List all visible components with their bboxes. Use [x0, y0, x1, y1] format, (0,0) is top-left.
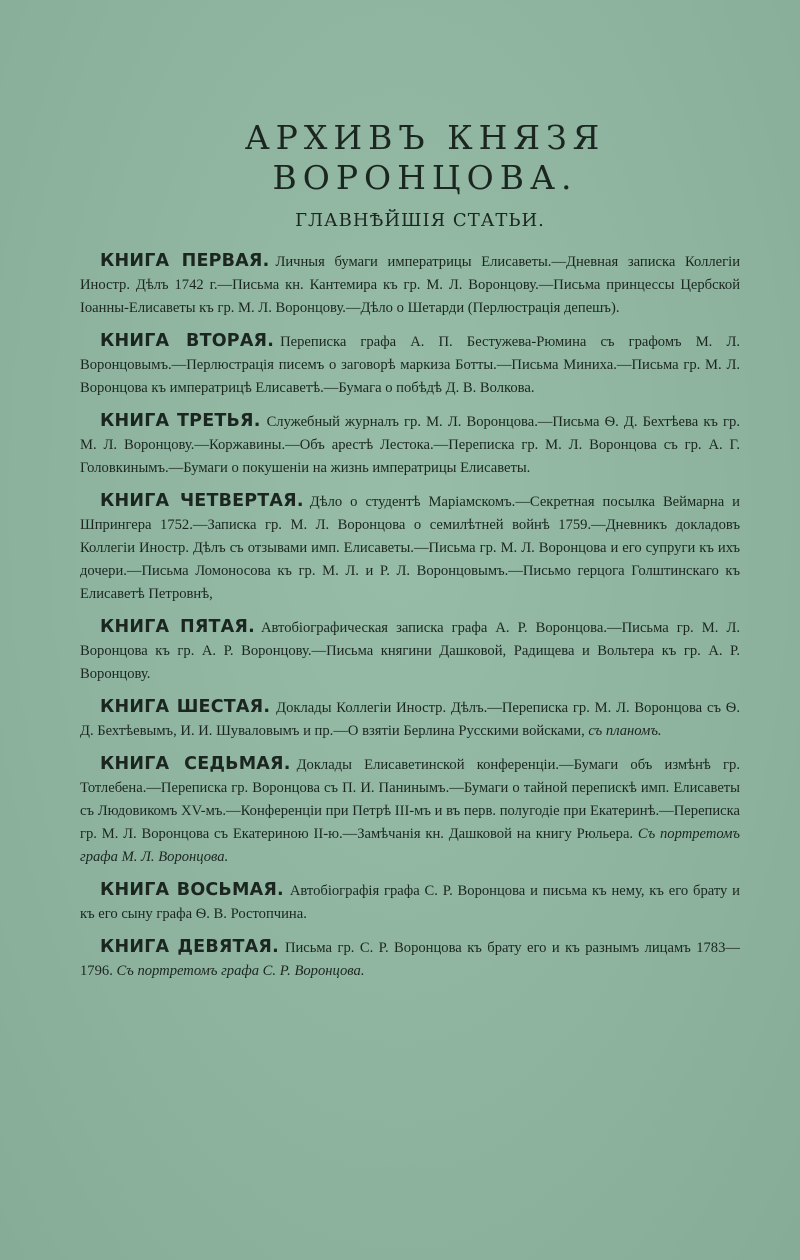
book-heading: КНИГА ШЕСТАЯ.	[100, 697, 271, 717]
book-contents: Служебный журналъ гр. М. Л. Воронцова.—Письма Ѳ. Д. Бехтѣева къ гр. М. Л. Воронцову.—Коржавины.—Объ арестѣ Лестока.—Переписка гр. М. Л. Воронцова съ гр. А. Г. Головкинымъ.—Бумаги о покушеніи на жизнь императрицы Елисаветы.	[80, 414, 740, 476]
book-contents: Переписка графа А. П. Бестужева-Рюмина съ графомъ М. Л. Воронцовымъ.—Перлюстрація писемъ о заговорѣ маркиза Ботты.—Письма Миниха.—Письма гр. М. Л. Воронцова къ императрицѣ Елисаветѣ.—Бумага о побѣдѣ Д. В. Волкова.	[80, 334, 740, 396]
entry-list	[80, 250, 740, 983]
book-contents: Личныя бумаги императрицы Елисаветы.—Дневная записка Коллегіи Иностр. Дѣлъ 1742 г.—Письма кн. Кантемира къ гр. М. Л. Воронцову.—Письма принцессы Цербской Іоанны-Елисаветы къ гр. М. Л. Воронцову.—Дѣло о Шетарди (Перлюстрація депешъ).	[80, 254, 740, 316]
book-heading: КНИГА ТРЕТЬЯ.	[100, 411, 261, 431]
book-heading: КНИГА ЧЕТВЕРТАЯ.	[100, 491, 304, 511]
book-contents: Доклады Елисаветинской конференціи.—Бумаги объ измѣнѣ гр. Тотлебена.—Переписка гр. Воронцова съ П. И. Панинымъ.—Бумаги о тайной перепискѣ имп. Елисаветы съ Людовикомъ XV-мъ.—Конференціи при Петрѣ III-мъ и въ перв. полугодіе при Екатеринѣ.—Переписка гр. М. Л. Воронцова съ Екатериною II-ю.—Замѣчанія кн. Дашковой на книгу Рюльера.	[80, 757, 740, 842]
entry-book-7	[80, 753, 740, 869]
book-contents: Автобіографія графа С. Р. Воронцова и письма къ нему, къ его брату и къ его сыну графа Ѳ. В. Ростопчина.	[80, 883, 740, 922]
book-contents: Письма гр. С. Р. Воронцова къ брату его и къ разнымъ лицамъ 1783—1796.	[80, 940, 740, 979]
entry-book-8	[80, 879, 740, 926]
entry-book-3	[80, 410, 740, 480]
entry-book-5	[80, 616, 740, 686]
book-heading: КНИГА ВОСЬМАЯ.	[100, 880, 284, 900]
page-subtitle: ГЛАВНѢЙШІЯ СТАТЬИ.	[295, 210, 545, 231]
book-contents: Доклады Коллегіи Иностр. Дѣлъ.—Переписка гр. М. Л. Воронцова съ Ѳ. Д. Бехтѣевымъ, И. И. Шуваловымъ и пр.—О взятіи Берлина Русскими войсками,	[80, 700, 740, 739]
book-heading: КНИГА ВТОРАЯ.	[100, 331, 275, 351]
book-note: Съ портретомъ графа С. Р. Воронцова.	[116, 963, 365, 979]
entry-book-2	[80, 330, 740, 400]
book-note: съ планомъ.	[588, 723, 662, 739]
page-title: АРХИВЪ КНЯЗЯ ВОРОНЦОВА.	[244, 118, 606, 197]
entry-book-9	[80, 936, 740, 983]
book-heading: КНИГА ДЕВЯТАЯ.	[100, 937, 279, 957]
book-contents: Дѣло о студентѣ Маріамскомъ.—Секретная посылка Веймарна и Шпрингера 1752.—Записка гр. М. Л. Воронцова о семилѣтней войнѣ 1759.—Дневникъ докладовъ Коллегіи Иностр. Дѣлъ съ отзывами имп. Елисаветы.—Письма гр. М. Л. Воронцова и его супруги къ ихъ дочери.—Письма Ломоносова къ гр. М. Л. и Р. Л. Воронцовымъ.—Письмо герцога Голштинскаго къ Елисаветѣ Петровнѣ,	[80, 494, 740, 602]
book-heading: КНИГА ПЕРВАЯ.	[100, 251, 270, 271]
book-contents: Автобіографическая записка графа А. Р. Воронцова.—Письма гр. М. Л. Воронцова къ гр. А. Р. Воронцову.—Письма княгини Дашковой, Радищева и Вольтера къ гр. А. Р. Воронцову.	[80, 620, 740, 682]
entry-book-1	[80, 250, 740, 320]
book-note: Съ портретомъ графа М. Л. Воронцова.	[80, 826, 741, 865]
book-heading: КНИГА ПЯТАЯ.	[100, 617, 255, 637]
entry-book-6	[80, 696, 740, 743]
entry-book-4	[80, 490, 740, 606]
book-heading: КНИГА СЕДЬМАЯ.	[100, 754, 291, 774]
